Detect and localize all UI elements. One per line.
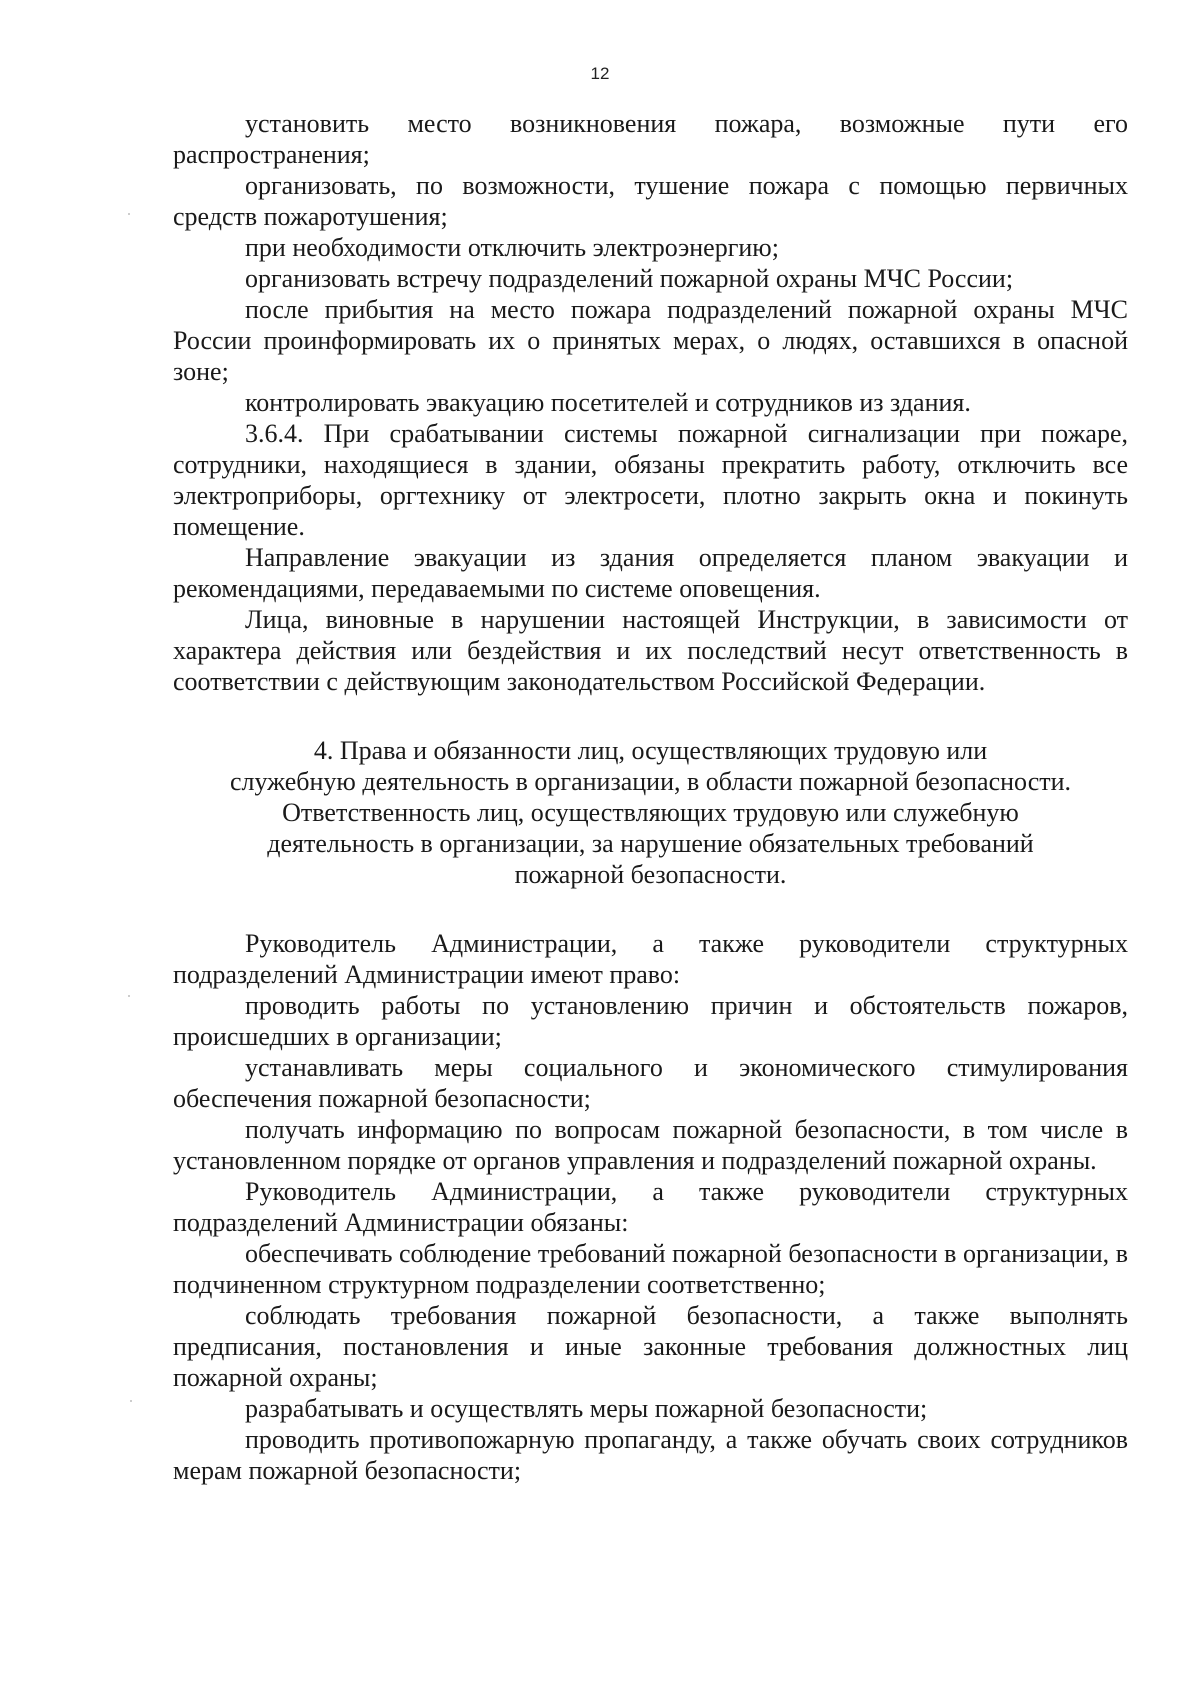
paragraph: устанавливать меры социального и экономического стимулирования обеспечения пожарной безопасности; xyxy=(173,1053,1128,1113)
paragraph: установить место возникновения пожара, возможные пути его распространения; xyxy=(173,109,1128,169)
paragraph: Руководитель Администрации, а также руководители структурных подразделений Администрации обязаны: xyxy=(173,1177,1128,1237)
scan-speck xyxy=(128,995,130,997)
paragraph: получать информацию по вопросам пожарной безопасности, в том числе в установленном порядке от органов управления и подразделений пожарной охраны. xyxy=(173,1115,1128,1175)
paragraph: организовать, по возможности, тушение пожара с помощью первичных средств пожаротушения; xyxy=(173,171,1128,231)
section-heading-line: 4. Права и обязанности лиц, осуществляющих трудовую или xyxy=(313,736,988,765)
paragraph: соблюдать требования пожарной безопасности, а также выполнять предписания, постановления и иные законные требования должностных лиц пожарной охраны; xyxy=(173,1301,1128,1392)
section-heading-line: пожарной безопасности. xyxy=(514,860,787,889)
paragraph: 3.6.4. При срабатывании системы пожарной сигнализации при пожаре, сотрудники, находящиеся в здании, обязаны прекратить работу, отключить все электроприборы, оргтехнику от электросети, плотно закрыть окна и покинуть помещение. xyxy=(173,419,1128,541)
section-heading-line: деятельность в организации, за нарушение обязательных требований xyxy=(267,829,1034,858)
section-heading-line: Ответственность лиц, осуществляющих трудовую или служебную xyxy=(282,798,1019,827)
paragraph: Лица, виновные в нарушении настоящей Инструкции, в зависимости от характера действия или бездействия и их последствий несут ответственность в соответствии с действующим законодательством Российской Федерации. xyxy=(173,605,1128,696)
document-body xyxy=(173,108,1128,1486)
section-heading-line: служебную деятельность в организации, в области пожарной безопасности. xyxy=(229,767,1072,796)
scan-speck xyxy=(130,1400,132,1402)
paragraph: проводить противопожарную пропаганду, а также обучать своих сотрудников мерам пожарной безопасности; xyxy=(173,1425,1128,1485)
paragraph: проводить работы по установлению причин и обстоятельств пожаров, происшедших в организации; xyxy=(173,991,1128,1051)
paragraph: обеспечивать соблюдение требований пожарной безопасности в организации, в подчиненном структурном подразделении соответственно; xyxy=(173,1239,1128,1299)
paragraphs-top xyxy=(173,108,1128,697)
paragraph: после прибытия на место пожара подразделений пожарной охраны МЧС России проинформировать их о принятых мерах, о людях, оставшихся в опасной зоне; xyxy=(173,295,1128,386)
paragraphs-bottom xyxy=(173,928,1128,1486)
paragraph: при необходимости отключить электроэнергию; xyxy=(245,233,779,262)
scan-speck xyxy=(128,213,130,215)
paragraph: Направление эвакуации из здания определяется планом эвакуации и рекомендациями, передаваемыми по системе оповещения. xyxy=(173,543,1128,603)
paragraph: разрабатывать и осуществлять меры пожарной безопасности; xyxy=(245,1394,928,1423)
section-heading xyxy=(173,735,1128,890)
page-number: 12 xyxy=(590,64,610,83)
paragraph: организовать встречу подразделений пожарной охраны МЧС России; xyxy=(245,264,1014,293)
paragraph: Руководитель Администрации, а также руководители структурных подразделений Администрации имеют право: xyxy=(173,929,1128,989)
paragraph: контролировать эвакуацию посетителей и сотрудников из здания. xyxy=(245,388,971,417)
